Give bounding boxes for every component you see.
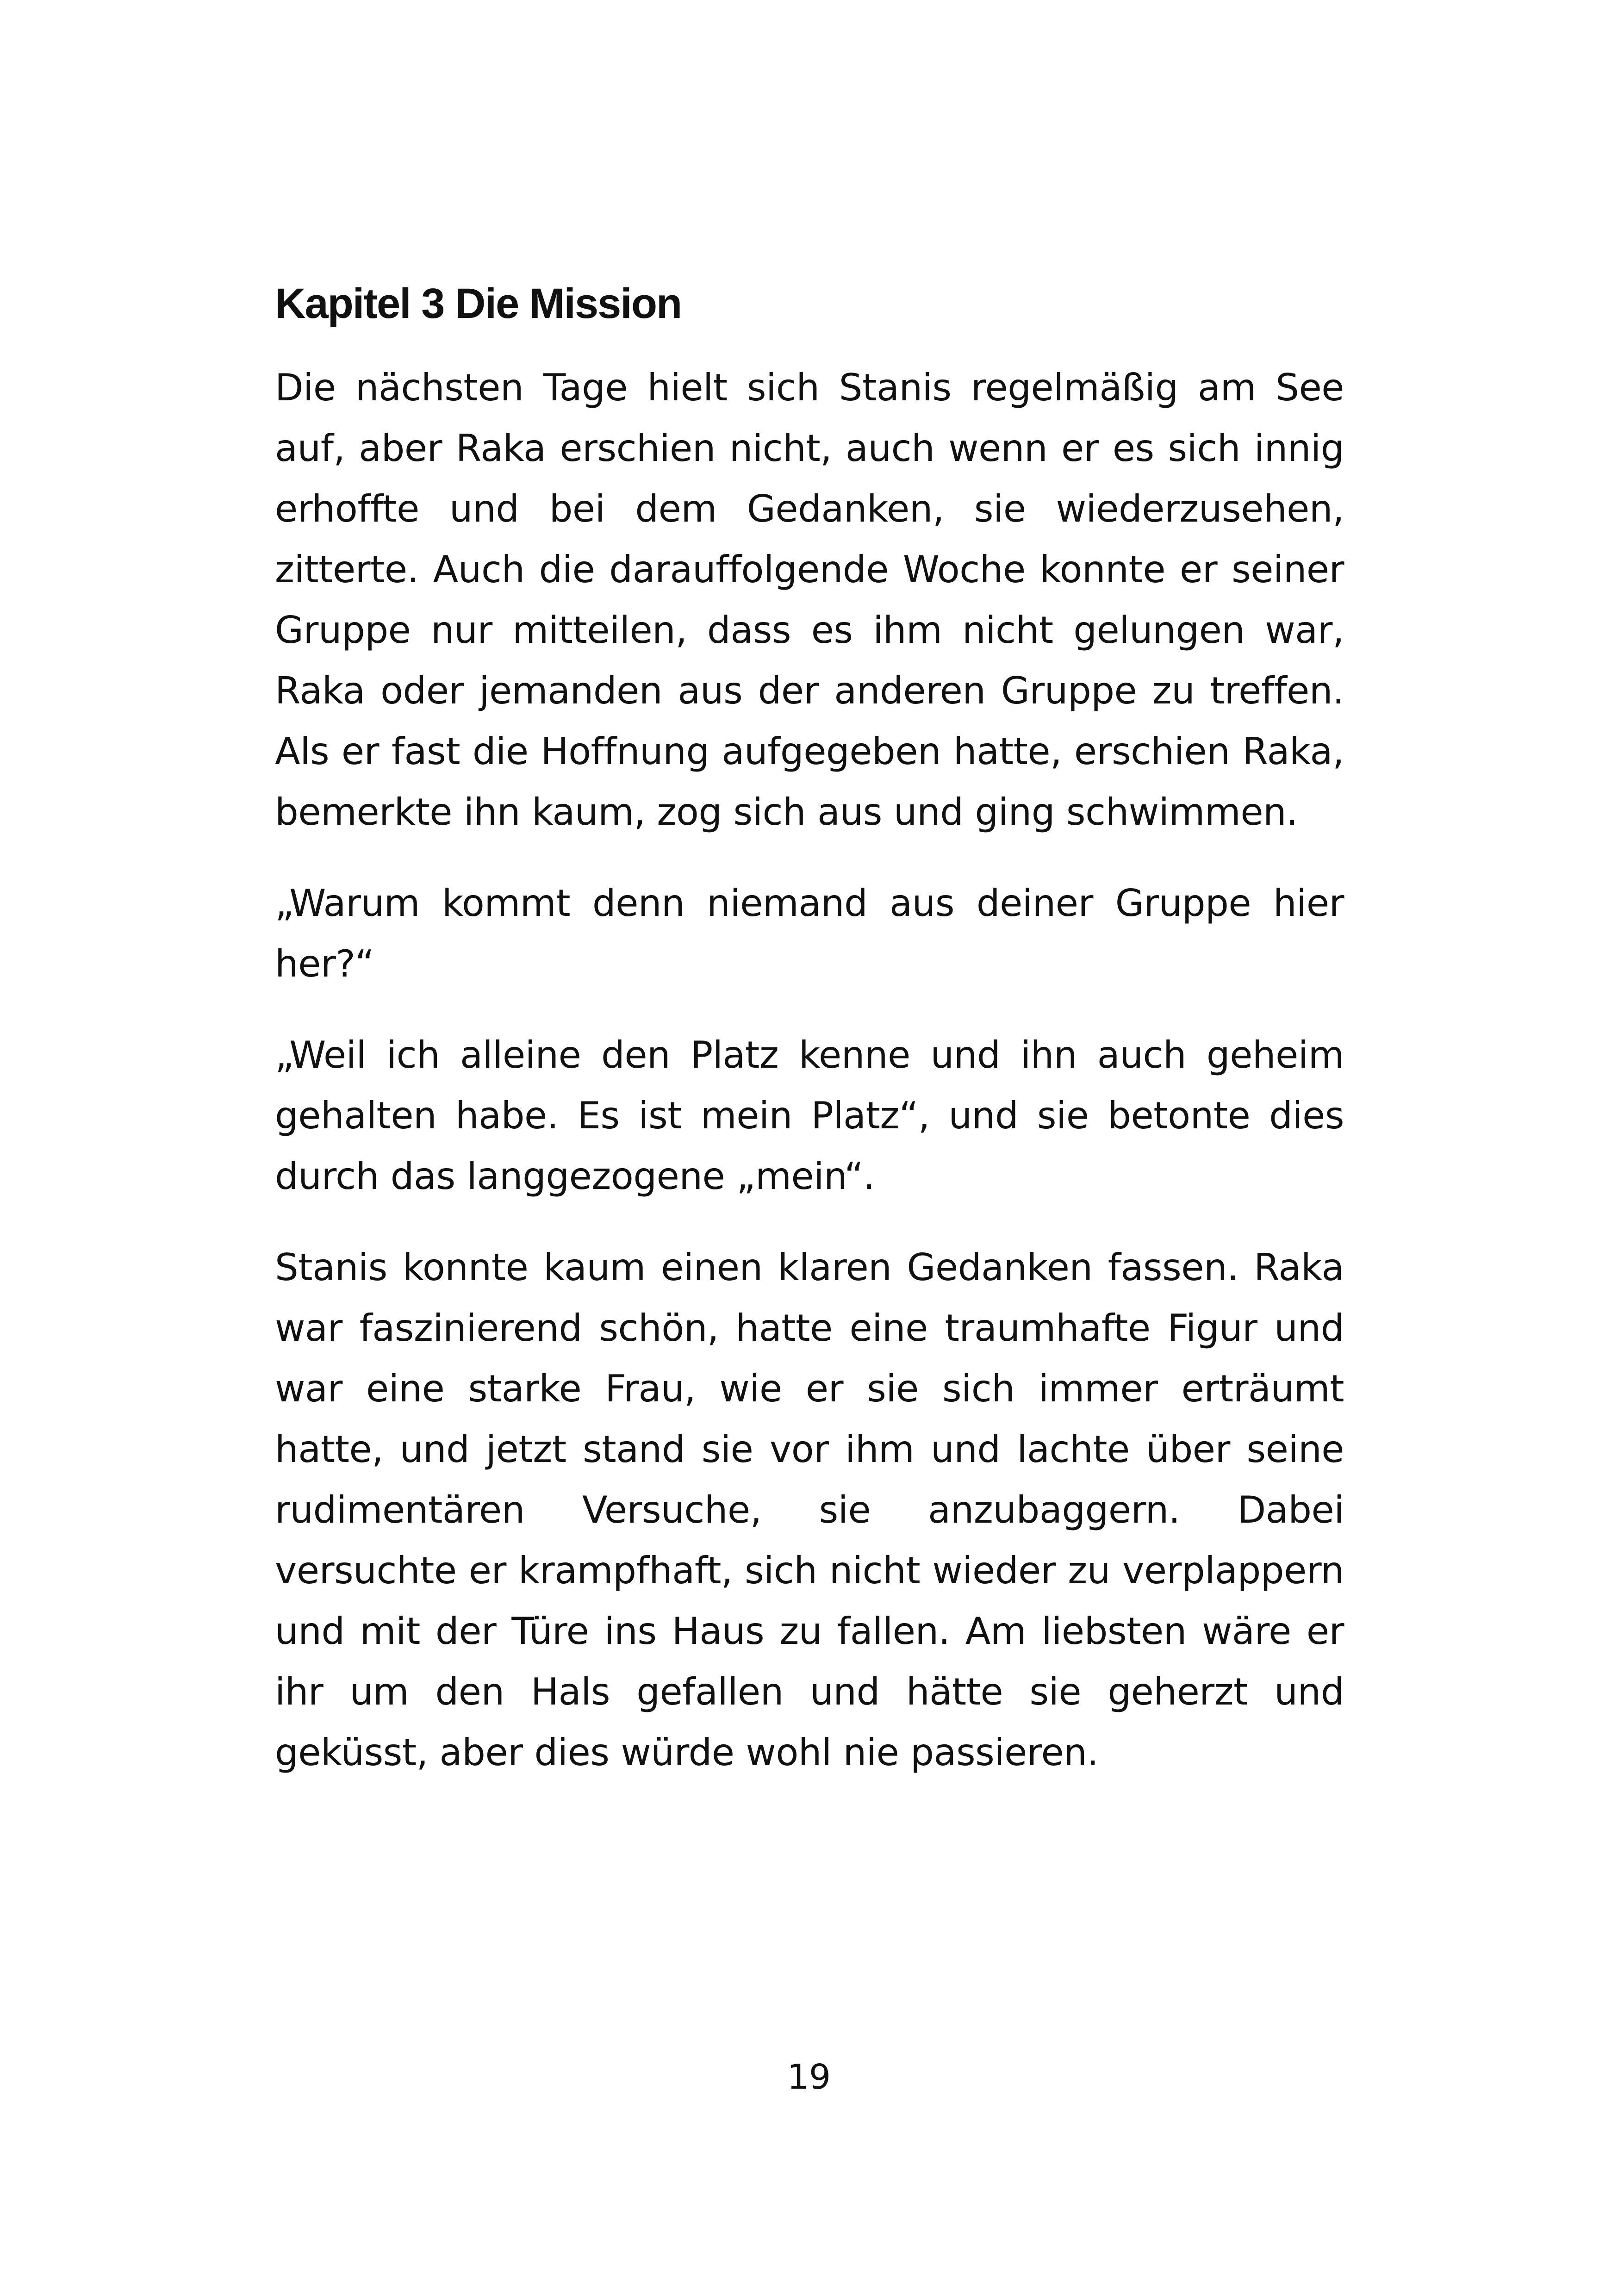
page-number: 19 — [787, 2057, 831, 2097]
paragraph-4: Stanis konnte kaum einen klaren Gedanken fassen. Raka war faszinierend schön, hatte eine traumhafte Figur und war eine starke Frau, wie er sie sich immer erträumt hatte, und jetzt stand sie vor ihm und lachte über seine rudimentären Versuche, sie anzubaggern. Dabei versuchte er krampfhaft, sich nicht wieder zu verplappern und mit der Türe ins Haus zu fallen. Am liebsten wäre er ihr um den Hals gefallen und hätte sie geherzt und geküsst, aber dies würde wohl nie passieren. — [275, 1246, 1344, 1774]
page-content — [275, 276, 1344, 1813]
paragraph-2: „Warum kommt denn niemand aus deiner Gruppe hier her?“ — [275, 882, 1344, 985]
paragraph-3: „Weil ich alleine den Platz kenne und ihn auch geheim gehalten habe. Es ist mein Platz“, und sie betonte dies durch das langgezogene „mein“. — [275, 1033, 1344, 1198]
paragraph-1: Die nächsten Tage hielt sich Stanis regelmäßig am See auf, aber Raka erschien nicht, auch wenn er es sich innig erhoffte und bei dem Gedanken, sie wiederzusehen, zitterte. Auch die darauffolgende Woche konnte er seiner Gruppe nur mitteilen, dass es ihm nicht gelungen war, Raka oder jemanden aus der anderen Gruppe zu treffen. Als er fast die Hoffnung aufgegeben hatte, erschien Raka, bemerkte ihn kaum, zog sich aus und ging schwimmen. — [275, 366, 1344, 834]
chapter-title: Kapitel 3 Die Mission — [275, 280, 682, 327]
